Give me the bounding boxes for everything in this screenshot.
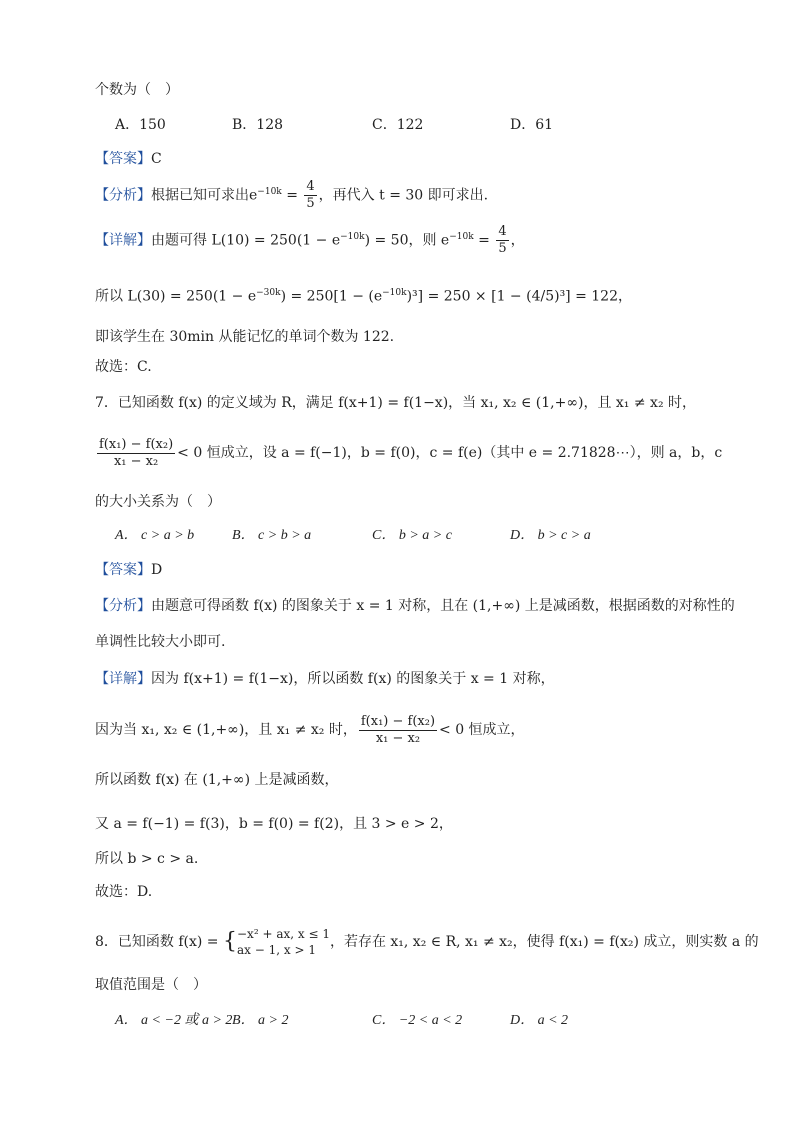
q7-detail2-post: < 0 恒成立， <box>439 722 525 738</box>
q6-analysis-expr: e <box>249 187 258 204</box>
q6-detail2-b: ) = 250[1 − (e <box>280 288 383 305</box>
q6-conclusion: 即该学生在 30min 从能记忆的单词个数为 122. <box>95 329 395 345</box>
frac-num: f(x₁) − f(x₂) <box>99 436 174 452</box>
brace: { <box>223 929 237 954</box>
detail-tag: 【详解】 <box>95 232 151 249</box>
q6-answer-line <box>95 149 162 169</box>
q6-stem-tail: 个数为（ ） <box>95 82 179 98</box>
q7-stem-line3: 的大小关系为（ ） <box>95 494 221 510</box>
q6-detail-line2 <box>95 276 632 314</box>
detail-tag: 【详解】 <box>95 671 151 687</box>
q8-option-c: C． −2 < a < 2 <box>372 1013 463 1028</box>
q7-option-b: B． c > b > a <box>232 528 312 543</box>
frac-den: 5 <box>498 241 507 257</box>
frac-num: 4 <box>306 179 315 195</box>
q7-stem2-rest: < 0 恒成立，设 a = f(−1)，b = f(0)，c = f(e)（其中 e = 2.71828⋯），则 a，b，c <box>177 445 723 461</box>
q6-answer: C <box>151 151 162 167</box>
q8-stem-line1 <box>95 922 759 962</box>
q6-analysis-line: 【分析】根据已知可求出$e^{-10k}$ = $\frac{4}{5}$ ，再代入 t = 30 即可求出. <box>95 179 489 212</box>
q6-detail2-c: )³] = 250 × [1 − (4/5)³] = 122， <box>406 288 632 305</box>
q6-detail1-exp2: −10k <box>449 232 474 242</box>
q7-fraction-2 <box>359 714 437 747</box>
q7-detail-line5: 所以 b > c > a. <box>95 851 199 867</box>
q7-option-c: C． b > a > c <box>372 528 452 543</box>
q6-option-d: D．61 <box>510 117 554 133</box>
q6-final: 故选：C. <box>95 359 152 375</box>
q6-analysis-exp: −10k <box>257 187 282 197</box>
frac-den: 5 <box>306 196 315 212</box>
fraction <box>304 179 316 212</box>
q8-piecewise <box>237 926 330 958</box>
q6-detail1-exp: −10k <box>340 232 365 242</box>
frac-den: x₁ − x₂ <box>375 730 421 746</box>
q8-stem-line2: 取值范围是（ ） <box>95 977 207 993</box>
q8-option-a: A． a < −2 或 a > 2 <box>115 1013 233 1028</box>
q8-option-d: D． a < 2 <box>510 1013 569 1028</box>
q7-detail1: 因为 f(x+1) = f(1−x)，所以函数 f(x) 的图象关于 x = 1 对称， <box>151 671 555 687</box>
q7-stem-line1: 7．已知函数 f(x) 的定义域为 R，满足 f(x+1) = f(1−x)，当 x₁, x₂ ∈ (1,+∞)，且 x₁ ≠ x₂ 时， <box>95 395 697 411</box>
q7-analysis-line2: 单调性比较大小即可. <box>95 634 226 650</box>
analysis-tag: 【分析】 <box>95 598 151 614</box>
frac-den: x₁ − x₂ <box>113 453 159 469</box>
q8-stem-post: ，若存在 x₁, x₂ ∈ R, x₁ ≠ x₂，使得 f(x₁) = f(x₂) 成立，则实数 a 的 <box>329 934 759 950</box>
q6-option-c: C．122 <box>372 117 424 133</box>
q7-answer: D <box>151 562 163 578</box>
q6-detail1-c: = <box>473 232 495 249</box>
q7-analysis-line1 <box>95 596 735 616</box>
answer-tag: 【答案】 <box>95 562 151 578</box>
q7-detail-line3: 所以函数 f(x) 在 (1,+∞) 上是减函数， <box>95 772 339 788</box>
q6-detail2-exp: −30k <box>256 288 281 298</box>
q6-detail-line1: 【详解】由题可得 $L(10) = 250(1 - e^{-10k}) = 50$，则 $e^{-10k}$ = $\frac{4}{5}$ ， <box>95 224 525 257</box>
q7-fraction <box>97 437 175 470</box>
frac-num: f(x₁) − f(x₂) <box>360 713 436 729</box>
answer-tag: 【答案】 <box>95 151 151 167</box>
q6-option-b: B．128 <box>232 117 284 133</box>
q6-detail1-a: 由题可得 L(10) = 250(1 − e <box>151 232 341 249</box>
q7-detail2-pre: 因为当 x₁, x₂ ∈ (1,+∞)，且 x₁ ≠ x₂ 时， <box>95 722 357 738</box>
frac-num: 4 <box>498 224 507 240</box>
analysis-tag: 【分析】 <box>95 187 151 204</box>
q6-analysis-pre: 根据已知可求出 <box>151 187 249 204</box>
q8-stem-pre: 8．已知函数 f(x) = <box>95 934 223 950</box>
q7-detail-line4: 又 a = f(−1) = f(3)，b = f(0) = f(2)，且 3 > e > 2， <box>95 816 453 832</box>
q7-detail-line1 <box>95 669 555 689</box>
q7-detail-line2 <box>95 710 525 750</box>
q7-answer-line <box>95 560 162 580</box>
q6-detail2-a: 所以 L(30) = 250(1 − e <box>95 288 257 305</box>
q6-detail1-b: ) = 50，则 e <box>364 232 450 249</box>
q7-stem-line2 <box>95 433 722 473</box>
q7-final: 故选：D. <box>95 884 153 900</box>
q7-option-a: A． c > a > b <box>115 528 195 543</box>
fraction <box>496 224 508 257</box>
q6-option-a: A．150 <box>115 117 166 133</box>
q8-option-b: B． a > 2 <box>232 1013 289 1028</box>
q7-option-d: D． b > c > a <box>510 528 591 543</box>
q8-piece1: −x² + ax, x ≤ 1 <box>237 927 330 941</box>
q6-analysis-post: ，再代入 t = 30 即可求出. <box>318 187 489 204</box>
q6-detail2-exp2: −10k <box>382 288 407 298</box>
q8-piece2: ax − 1, x > 1 <box>237 943 316 957</box>
q7-analysis1: 由题意可得函数 f(x) 的图象关于 x = 1 对称，且在 (1,+∞) 上是减函数，根据函数的对称性的 <box>151 598 735 614</box>
